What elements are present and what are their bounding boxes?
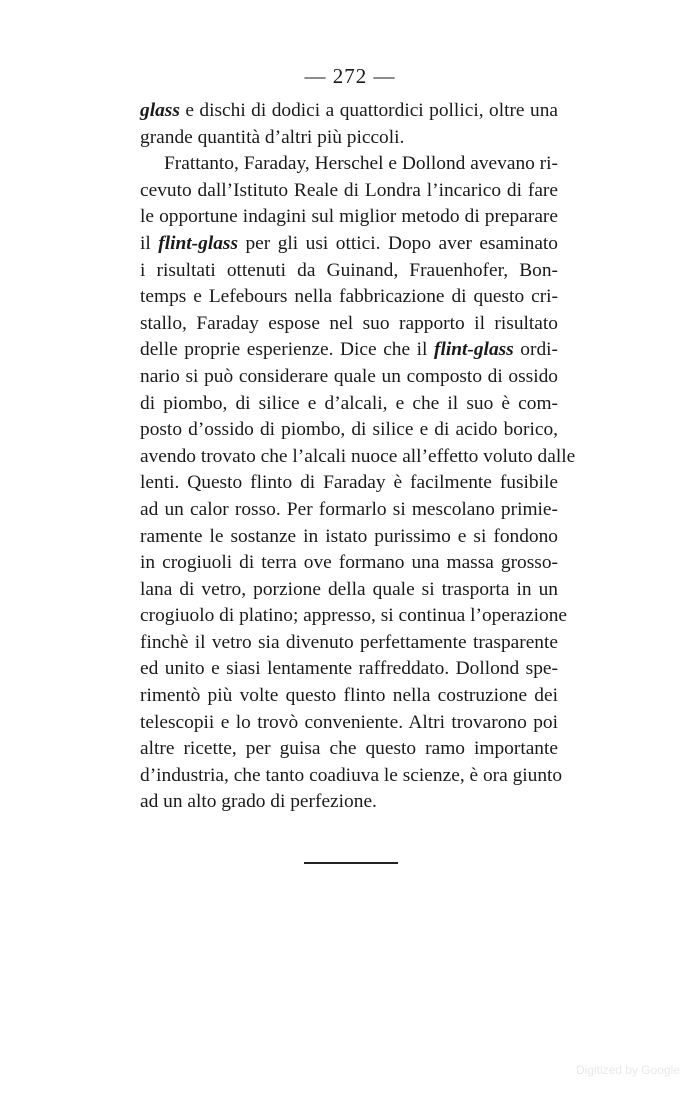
text-line: il flint-glass per gli usi ottici. Dopo aver esaminato: [140, 232, 559, 254]
text-line: lenti. Questo flinto di Faraday è facilmente fusibile: [140, 472, 558, 494]
body-text: [140, 98, 576, 816]
page-number: — 272 —: [304, 64, 396, 88]
italic-term: flint-glass: [434, 339, 514, 361]
text-line: crogiuolo di platino; appresso, si continua l’operazione: [140, 605, 568, 627]
italic-term: glass: [140, 100, 180, 121]
text-line: in crogiuoli di terra ove formano una massa grosso-: [140, 552, 558, 574]
text-line: avendo trovato che l’alcali nuoce all’effetto voluto dalle: [140, 445, 576, 467]
text-line: delle proprie esperienze. Dice che il flint-glass ordi-: [140, 339, 558, 361]
text-line: i risultati ottenuti da Guinand, Frauenhofer, Bon-: [140, 259, 558, 281]
text-line: ad un alto grado di perfezione.: [140, 791, 377, 813]
text-line: stallo, Faraday espose nel suo rapporto il risultato: [140, 312, 558, 334]
text-line: d’industria, che tanto coadiuva le scienze, è ora giunto: [140, 764, 563, 786]
text-line: grande quantità d’altri più piccoli.: [140, 126, 405, 148]
text-line: posto d’ossido di piombo, di silice e di acido borico,: [140, 419, 558, 441]
text-line: finchè il vetro sia divenuto perfettamente trasparente: [140, 631, 558, 653]
text-line: Frattanto, Faraday, Herschel e Dollond avevano ri-: [164, 153, 558, 175]
text-line: nario si può considerare quale un composto di ossido: [140, 365, 558, 387]
text-line: temps e Lefebours nella fabbricazione di questo cri-: [140, 286, 558, 308]
text-line: ed unito e siasi lentamente raffreddato. Dollond spe-: [140, 658, 558, 680]
text-line: cevuto dall’Istituto Reale di Londra l’incarico di fare: [140, 179, 558, 201]
text-line: ramente le sostanze in istato purissimo e si fondono: [140, 525, 558, 547]
italic-term: flint-glass: [158, 232, 238, 254]
text-line: le opportune indagini sul miglior metodo di preparare: [140, 206, 558, 228]
text-line: glass e dischi di dodici a quattordici pollici, oltre una: [140, 100, 558, 121]
text-line: altre ricette, per guisa che questo ramo importante: [140, 738, 558, 760]
text-line: lana di vetro, porzione della quale si trasporta in un: [140, 578, 558, 600]
text-line: ad un calor rosso. Per formarlo si mescolano primie-: [140, 498, 558, 520]
text-line: telescopii e lo trovò conveniente. Altri trovarono poi: [140, 711, 558, 733]
text-line: rimentò più volte questo flinto nella costruzione dei: [140, 685, 558, 707]
text-line: di piombo, di silice e d’alcali, e che il suo è com-: [140, 392, 558, 414]
watermark: Digitized by Google: [575, 1063, 680, 1077]
section-divider: [304, 862, 398, 864]
